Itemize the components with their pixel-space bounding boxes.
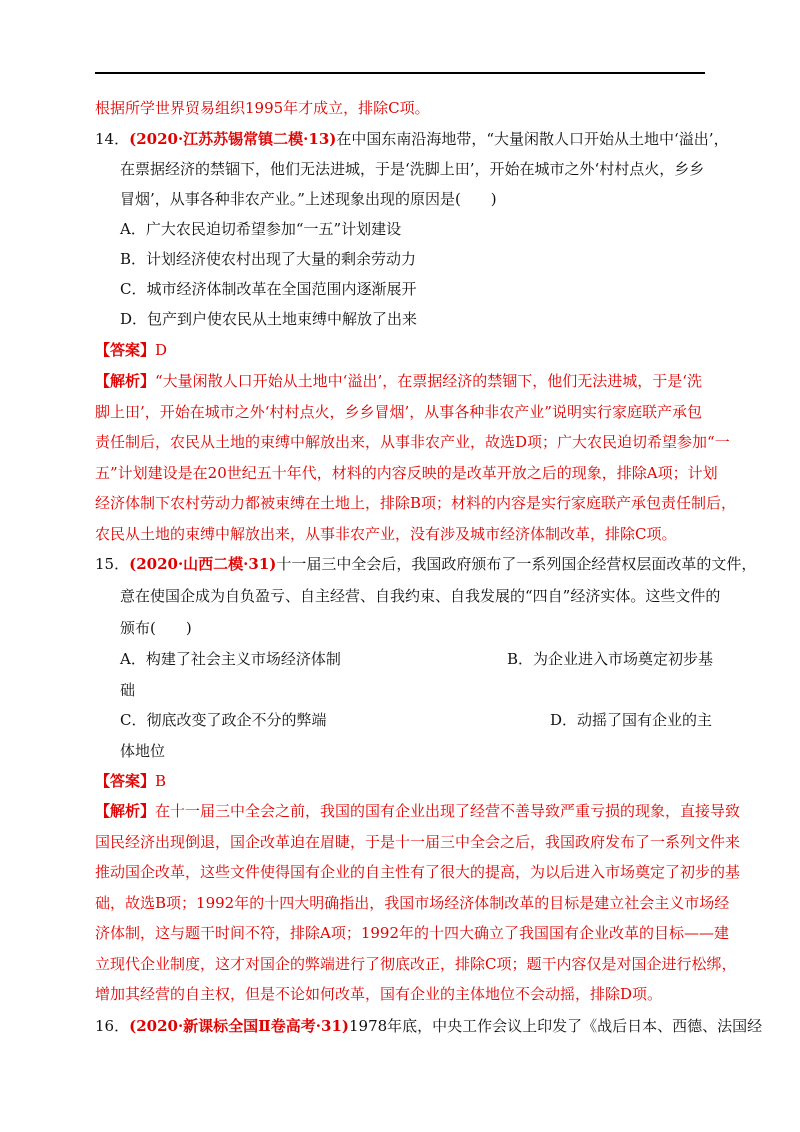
q14-analysis-line: 经济体制下农村劳动力都被束缚在土地上，排除B项；材料的内容是实行家庭联产承包责任制后， (95, 494, 737, 512)
q15-stem-text1: 十一届三中全会后，我国政府颁布了一系列国企经营权层面改革的文件， (276, 555, 757, 573)
q14-answer-value: D (155, 341, 168, 359)
q14-analysis-tag: 【解析】 (95, 372, 156, 390)
q15-stem-line1 (95, 549, 757, 579)
q15-analysis-line: 立现代企业制度，这才对国企的弊端进行了彻底改正，排除C项；题干内容仅是对国企进行松绑， (95, 954, 737, 973)
q15-stem-line3: 颁布( ) (120, 619, 192, 637)
q14-option-a: A．广大农民迫切希望参加“一五”计划建设 (120, 220, 402, 238)
q15-number: 15． (95, 555, 130, 573)
q15-source: (2020·山西二模·31) (129, 555, 277, 573)
q15-option-a: A．构建了社会主义市场经济体制 (120, 650, 341, 668)
q14-analysis-line: 责任制后，农民从土地的束缚中解放出来，从事非农产业，故选D项；广大农民迫切希望参加“一 (95, 433, 730, 451)
q14-stem-text1: 在中国东南沿海地带，“大量闲散人口开始从土地中‘溢出’， (336, 130, 729, 148)
q14-option-c: C．城市经济体制改革在全国范围内逐渐展开 (120, 280, 417, 298)
q15-analysis-line: 增加其经营的自主权，但是不论如何改革，国有企业的主体地位不会动摇，排除D项。 (95, 985, 663, 1003)
q14-source: (2020·江苏苏锡常镇二模·13) (129, 130, 337, 148)
q16-stem-line1 (95, 1011, 763, 1041)
q14-stem-line1 (95, 124, 729, 154)
q15-option-b-wrap: 础 (120, 681, 136, 699)
q14-stem-line3: 冒烟’，从事各种非农产业。”上述现象出现的原因是( ) (120, 190, 497, 208)
q15-answer-value: B (155, 772, 167, 790)
q14-analysis (95, 366, 737, 549)
q14-number: 14． (95, 130, 130, 148)
q14-analysis-line: 农民从土地的束缚中解放出来，从事非农产业，没有涉及城市经济体制改革，排除C项。 (95, 524, 677, 543)
q14-option-d: D．包产到户使农民从土地束缚中解放了出来 (120, 310, 418, 328)
q14-analysis-line: 脚上田’，开始在城市之外‘村村点火，乡乡冒烟’，从事各种非农产业”说明实行家庭联产承包 (95, 402, 702, 421)
q15-analysis-tag: 【解析】 (95, 802, 156, 820)
q15-answer-tag: 【答案】 (95, 772, 156, 790)
q14-stem-line2: 在票据经济的禁锢下，他们无法进城，于是‘洗脚上田’，开始在城市之外‘村村点火，乡乡 (120, 160, 705, 178)
q14-answer-tag: 【答案】 (95, 341, 156, 359)
header-rule (95, 72, 705, 74)
q15-option-b: B．为企业进入市场奠定初步基 (507, 650, 714, 668)
q15-analysis-line: 国民经济出现倒退，国企改革迫在眉睫，于是十一届三中全会之后，我国政府发布了一系列文件来 (95, 832, 741, 851)
q14-answer (95, 335, 707, 365)
q15-option-d-wrap: 体地位 (120, 742, 166, 760)
q15-analysis-line: 济体制，这与题干时间不符，排除A项；1992年的十四大确立了我国国有企业改革的目标——建 (95, 924, 730, 942)
q15-analysis-line: 在十一届三中全会之前，我国的国有企业出现了经营不善导致严重亏损的现象，直接导致 (155, 802, 741, 820)
q15-analysis-line: 推动国企改革，这些文件使得国有企业的自主性有了很大的提高，为以后进入市场奠定了初步的基 (95, 863, 741, 881)
q14-analysis-line: 五”计划建设是在20世纪五十年代，材料的内容反映的是改革开放之后的现象，排除A项；计划 (95, 463, 718, 482)
q15-option-d: D．动摇了国有企业的主 (550, 711, 713, 729)
q16-number: 16． (95, 1017, 130, 1035)
q15-analysis (95, 796, 741, 1010)
prev-analysis-tail: 根据所学世界贸易组织1995年才成立，排除C项。 (95, 99, 430, 117)
q16-stem-text1: 1978年底，中央工作会议上印发了《战后日本、西德、法国经 (349, 1017, 763, 1035)
q15-option-c: C．彻底改变了政企不分的弊端 (120, 711, 327, 729)
q14-option-b: B．计划经济使农村出现了大量的剩余劳动力 (120, 250, 417, 268)
q15-answer (95, 766, 707, 796)
q15-analysis-line: 础，故选B项；1992年的十四大明确指出，我国市场经济体制改革的目标是建立社会主义市场经 (95, 893, 730, 912)
q15-stem-line2: 意在使国企成为自负盈亏、自主经营、自我约束、自我发展的“四自”经济实体。这些文件的 (120, 587, 721, 605)
q16-source: (2020·新课标全国Ⅱ卷高考·31) (129, 1017, 349, 1035)
q14-analysis-line: “大量闲散人口开始从土地中‘溢出’，在票据经济的禁锢下，他们无法进城，于是‘洗 (155, 372, 702, 390)
